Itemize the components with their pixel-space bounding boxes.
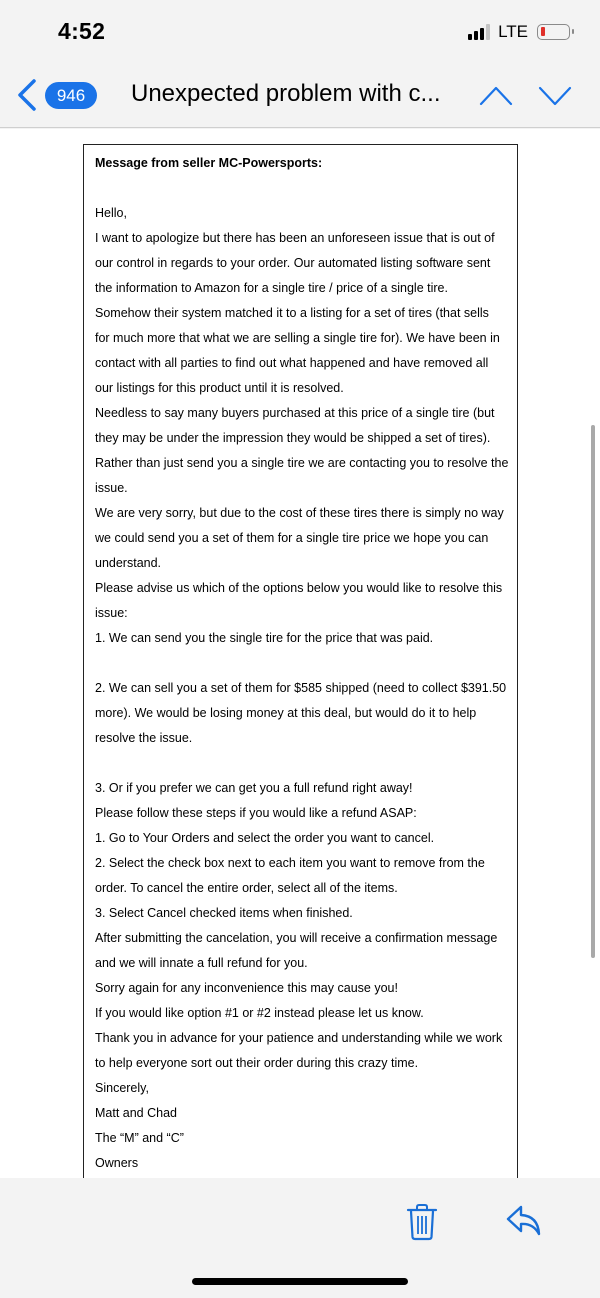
message-lines bbox=[95, 176, 509, 1176]
blank-line bbox=[95, 176, 506, 201]
message-line: for much more that what we are selling a single tire for). We have been in bbox=[95, 331, 500, 345]
message-line: issue. bbox=[95, 481, 128, 495]
chevron-left-icon bbox=[14, 78, 40, 112]
delete-button[interactable] bbox=[405, 1203, 439, 1241]
message-line: 1. We can send you the single tire for the price that was paid. bbox=[95, 631, 434, 645]
status-bar bbox=[0, 0, 600, 62]
message-line: 2. We can sell you a set of them for $585 shipped (need to collect $391.50 bbox=[95, 681, 507, 695]
message-line: Please follow these steps if you would like a refund ASAP: bbox=[95, 806, 417, 820]
message-line: the information to Amazon for a single tire / price of a single tire. bbox=[95, 281, 448, 295]
message-line: our listings for this product until it is resolved. bbox=[95, 381, 344, 395]
message-line: issue: bbox=[95, 606, 128, 620]
message-line: and we will innate a full refund for you. bbox=[95, 956, 308, 970]
message-line: Owners bbox=[95, 1156, 139, 1170]
message-line: we could send you a set of them for a single tire price we hope you can bbox=[95, 531, 489, 545]
message-line: The “M” and “C” bbox=[95, 1131, 184, 1145]
message-line: Please advise us which of the options below you would like to resolve this bbox=[95, 581, 503, 595]
unread-count-badge[interactable]: 946 bbox=[45, 82, 97, 109]
message-line: resolve the issue. bbox=[95, 731, 193, 745]
message-line: they may be under the impression they would be shipped a set of tires). bbox=[95, 431, 491, 445]
message-line: Rather than just send you a single tire we are contacting you to resolve the bbox=[95, 456, 509, 470]
message-line: 3. Select Cancel checked items when finished. bbox=[95, 906, 353, 920]
message-line: understand. bbox=[95, 556, 162, 570]
blank-line bbox=[95, 751, 506, 776]
reply-button[interactable] bbox=[505, 1204, 543, 1238]
trash-icon bbox=[405, 1203, 439, 1241]
back-button[interactable] bbox=[14, 78, 40, 112]
message-line: Sincerely, bbox=[95, 1081, 149, 1095]
message-line: 3. Or if you prefer we can get you a full refund right away! bbox=[95, 781, 413, 795]
status-time: 4:52 bbox=[58, 18, 106, 44]
battery-icon bbox=[537, 24, 570, 40]
message-line: I want to apologize but there has been an unforeseen issue that is out of bbox=[95, 231, 495, 245]
next-message-button[interactable] bbox=[537, 82, 573, 110]
chevron-down-icon bbox=[537, 82, 573, 110]
bottom-toolbar bbox=[0, 1178, 600, 1298]
home-indicator[interactable] bbox=[192, 1278, 408, 1285]
message-line: We are very sorry, but due to the cost of these tires there is simply no way bbox=[95, 506, 504, 520]
message-line: 1. Go to Your Orders and select the order you want to cancel. bbox=[95, 831, 435, 845]
previous-message-button[interactable] bbox=[478, 82, 514, 110]
network-type: LTE bbox=[498, 22, 528, 41]
chevron-up-icon bbox=[478, 82, 514, 110]
message-line: Hello, bbox=[95, 206, 127, 220]
vertical-scrollbar[interactable] bbox=[591, 425, 595, 958]
message-line: Thank you in advance for your patience and understanding while we work bbox=[95, 1031, 503, 1045]
message-line: Sorry again for any inconvenience this may cause you! bbox=[95, 981, 398, 995]
message-nav-bar bbox=[0, 62, 600, 128]
message-line: order. To cancel the entire order, select all of the items. bbox=[95, 881, 398, 895]
message-header: Message from seller MC-Powersports: bbox=[95, 156, 323, 170]
message-line: more). We would be losing money at this deal, but would do it to help bbox=[95, 706, 477, 720]
message-line: our control in regards to your order. Our automated listing software sent bbox=[95, 256, 491, 270]
reply-icon bbox=[505, 1204, 543, 1238]
message-line: Matt and Chad bbox=[95, 1106, 177, 1120]
message-line: Needless to say many buyers purchased at this price of a single tire (but bbox=[95, 406, 495, 420]
seller-message bbox=[83, 144, 518, 1178]
message-body-scroll[interactable] bbox=[0, 129, 600, 1178]
message-line: If you would like option #1 or #2 instead please let us know. bbox=[95, 1006, 424, 1020]
message-line: to help everyone sort out their order during this crazy time. bbox=[95, 1056, 419, 1070]
message-line: 2. Select the check box next to each item you want to remove from the bbox=[95, 856, 485, 870]
message-line: contact with all parties to find out what happened and have removed all bbox=[95, 356, 489, 370]
blank-line bbox=[95, 651, 506, 676]
message-line: After submitting the cancelation, you will receive a confirmation message bbox=[95, 931, 498, 945]
message-subject: Unexpected problem with c... bbox=[131, 80, 441, 107]
signal-strength-icon bbox=[468, 24, 490, 40]
message-line: Somehow their system matched it to a listing for a set of tires (that sells bbox=[95, 306, 489, 320]
status-indicators bbox=[468, 22, 570, 42]
